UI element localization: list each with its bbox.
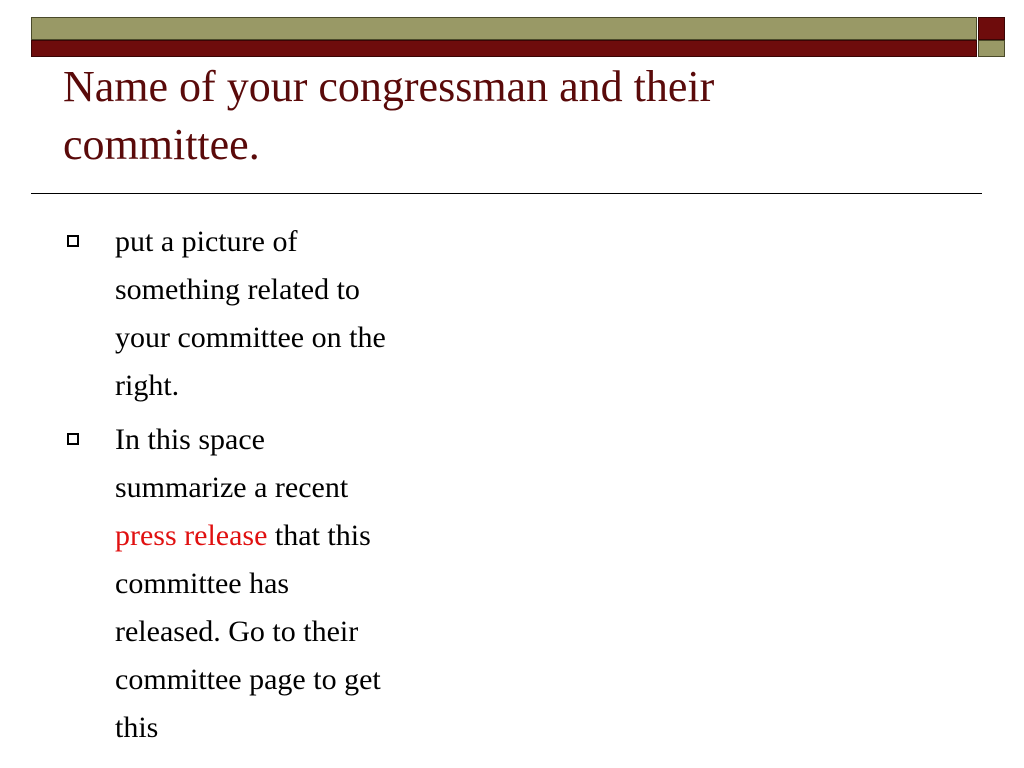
bullet-text-line: this bbox=[115, 711, 159, 744]
bullet-text-line: released. Go to their bbox=[115, 615, 359, 648]
bullet-text-fragment: that this bbox=[267, 519, 371, 552]
press-release-highlight: press release bbox=[115, 519, 268, 552]
hollow-square-bullet-icon bbox=[67, 433, 79, 445]
bullet-text-line: committee has bbox=[115, 567, 290, 600]
bullet-text-line: In this space bbox=[115, 423, 265, 456]
bullet-text-line bbox=[115, 512, 483, 560]
title-line-2: committee. bbox=[63, 120, 260, 169]
bullet-text-line: put a picture of bbox=[115, 225, 298, 258]
hollow-square-bullet-icon bbox=[67, 235, 79, 247]
corner-olive-square bbox=[978, 40, 1005, 57]
title-divider bbox=[31, 193, 982, 194]
bullet-text-line: right. bbox=[115, 369, 180, 402]
title-line-1: Name of your congressman and their bbox=[63, 62, 715, 111]
banner-olive-bar bbox=[31, 17, 977, 40]
bullet-text-line: summarize a recent bbox=[115, 471, 349, 504]
bullet-text-line: your committee on the bbox=[115, 321, 386, 354]
bullet-item-picture bbox=[63, 218, 483, 410]
bullet-item-press-release bbox=[63, 416, 483, 752]
bullet-list bbox=[63, 218, 483, 758]
slide-title bbox=[63, 58, 963, 174]
banner-maroon-bar bbox=[31, 40, 977, 57]
corner-maroon-square bbox=[978, 17, 1005, 40]
bullet-text-line: committee page to get bbox=[115, 663, 381, 696]
bullet-text-line: something related to bbox=[115, 273, 360, 306]
